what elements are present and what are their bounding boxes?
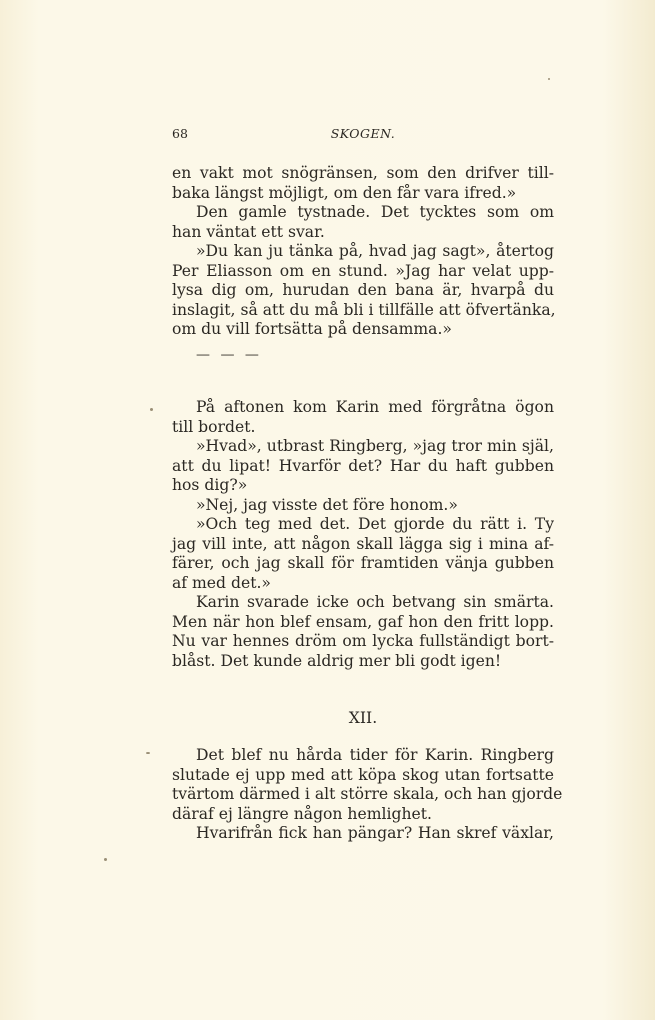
text-line: af med det.»	[172, 573, 271, 592]
paper-speck	[150, 408, 153, 411]
text-line: hos dig?»	[172, 476, 248, 494]
text-line: inslagit, så att du må bli i tillfälle att öfvertänka,	[172, 300, 556, 319]
text-block-1	[172, 164, 554, 340]
text-line: Men när hon blef ensam, gaf hon den fritt lopp.	[172, 612, 554, 631]
text-line: »Och teg med det. Det gjorde du rätt i. Ty	[196, 515, 554, 533]
text-line: Karin svarade icke och betvang sin smärta.	[196, 593, 554, 611]
text-line: Hvarifrån fick han pängar? Han skref växlar,	[196, 824, 554, 842]
text-line: Det blef nu hårda tider för Karin. Ringberg	[196, 746, 554, 764]
text-line: han väntat ett svar.	[172, 222, 325, 241]
text-line: »Hvad», utbrast Ringberg, »jag tror min själ,	[196, 437, 554, 455]
text-block-2	[172, 398, 554, 671]
text-line: att du lipat! Hvarför det? Har du haft gubben	[172, 456, 554, 475]
section-divider: — — —	[196, 347, 262, 363]
text-line: blåst. Det kunde aldrig mer bli godt igen!	[172, 651, 502, 670]
text-line: slutade ej upp med att köpa skog utan fortsatte	[172, 765, 554, 784]
text-line: Nu var hennes dröm om lycka fullständigt bort-	[172, 632, 554, 650]
text-line: Den gamle tystnade. Det tycktes som om	[196, 203, 554, 221]
text-line: »Du kan ju tänka på, hvad jag sagt», återtog	[196, 242, 554, 260]
text-line: tvärtom därmed i alt större skala, och han gjorde	[172, 785, 563, 803]
page-header	[172, 126, 554, 144]
text-line: däraf ej längre någon hemlighet.	[172, 804, 432, 823]
text-line: »Nej, jag visste det före honom.»	[196, 495, 458, 514]
text-block-3	[172, 746, 563, 844]
text-line: om du vill fortsätta på densamma.»	[172, 320, 452, 338]
text-line: Per Eliasson om en stund. »Jag har velat upp-	[172, 261, 554, 280]
text-line: färer, och jag skall för framtiden vänja gubben	[172, 554, 554, 572]
paper-speck	[146, 752, 150, 754]
running-head: SKOGEN.	[330, 126, 396, 141]
text-line: baka längst möjligt, om den får vara ifred.»	[172, 183, 517, 202]
paper-speck	[548, 78, 550, 80]
text-line: till bordet.	[172, 417, 256, 436]
text-line: lysa dig om, hurudan den bana är, hvarpå du	[172, 281, 554, 299]
paper-speck	[104, 858, 107, 861]
text-line: en vakt mot snögränsen, som den drifver till-	[172, 164, 554, 182]
page-number: 68	[172, 126, 188, 141]
text-line: På aftonen kom Karin med förgråtna ögon	[196, 398, 554, 416]
chapter-heading: XII.	[348, 709, 378, 727]
text-line: jag vill inte, att någon skall lägga sig i mina af-	[172, 534, 554, 553]
